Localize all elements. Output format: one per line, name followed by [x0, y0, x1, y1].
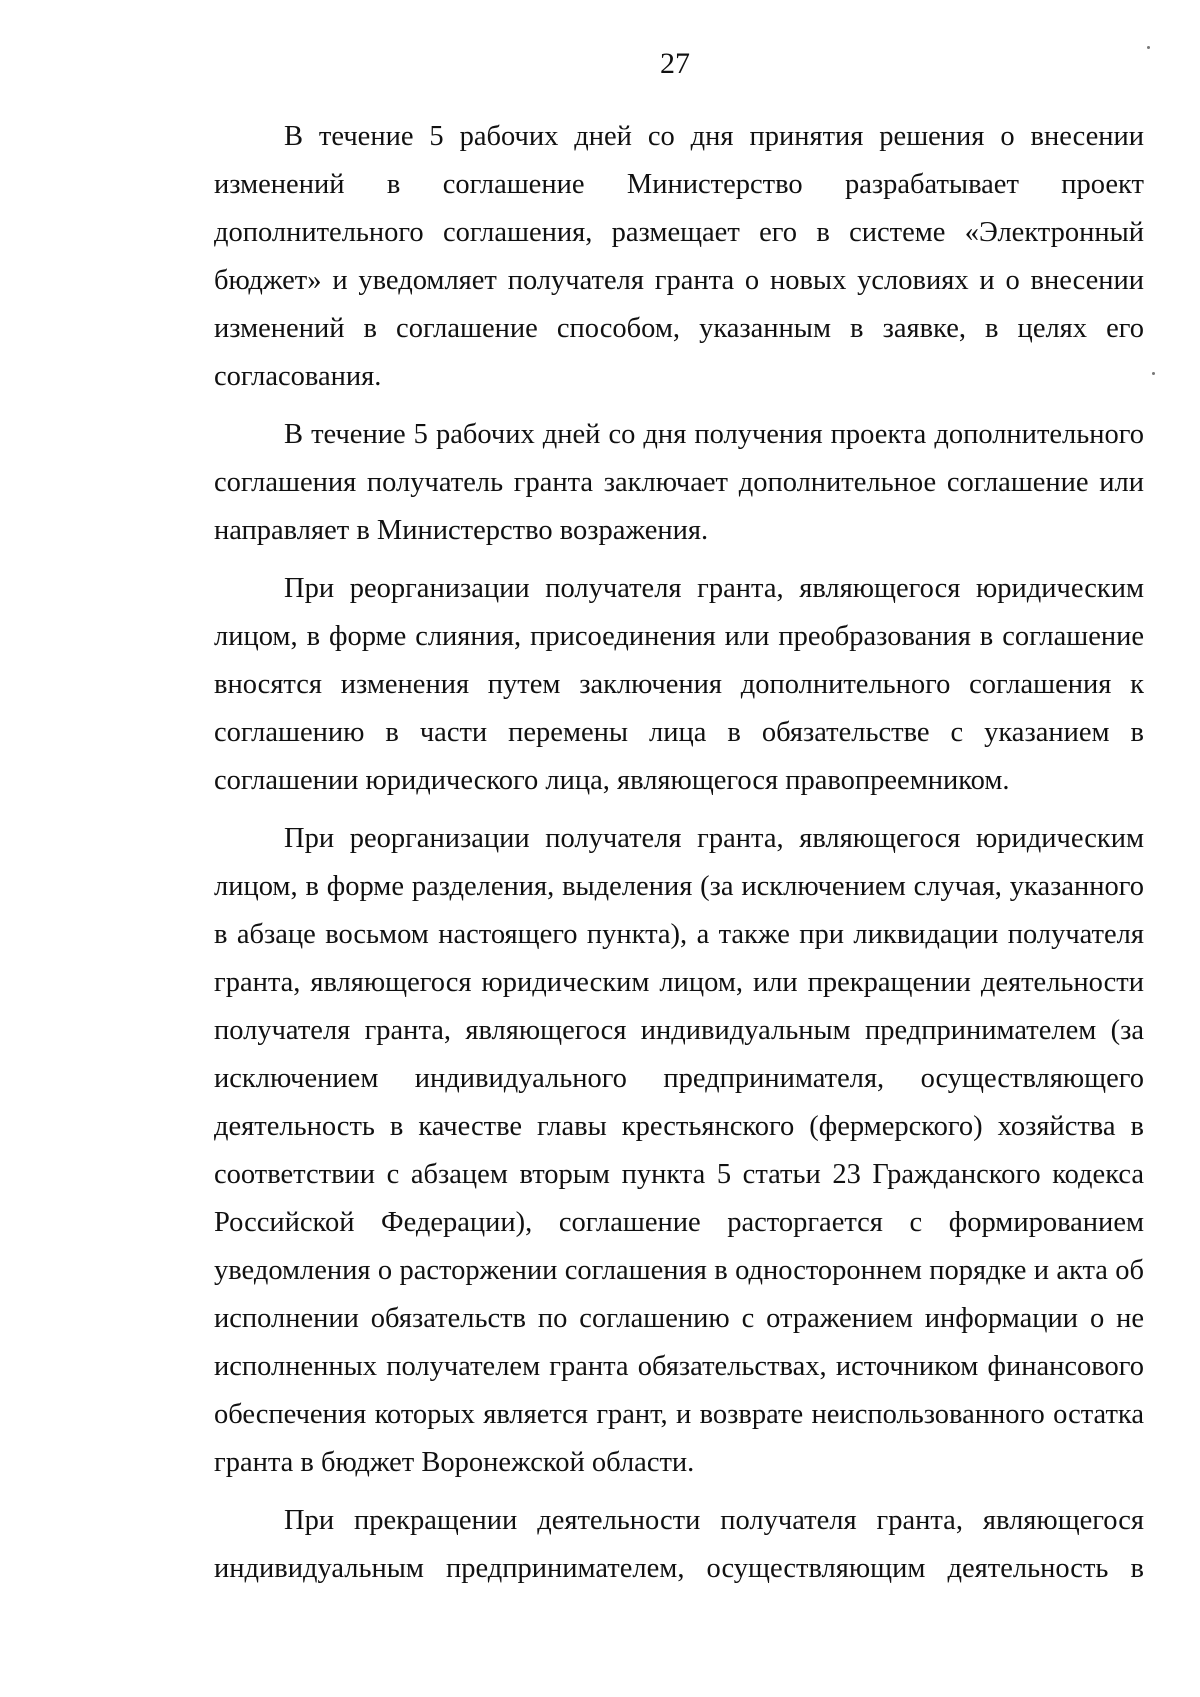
text-line: гранта в бюджет Воронежской области. [214, 1447, 695, 1478]
text-line: соглашению в части перемены лица в обязательстве с указанием в [214, 717, 1144, 748]
text-line: лицом, в форме слияния, присоединения или преобразования в соглашение [214, 621, 1144, 652]
text-line: в абзаце восьмом настоящего пункта), а также при ликвидации получателя [214, 919, 1144, 950]
scan-speck [1152, 372, 1155, 375]
text-line: дополнительного соглашения, размещает его в системе «Электронный [214, 217, 1144, 248]
text-line: гранта, являющегося юридическим лицом, или прекращении деятельности [214, 967, 1144, 998]
text-line: лицом, в форме разделения, выделения (за исключением случая, указанного [214, 871, 1144, 902]
paragraph [214, 815, 1144, 1487]
text-line: В течение 5 рабочих дней со дня получения проекта дополнительного [284, 419, 1144, 450]
scan-speck [1147, 46, 1150, 49]
text-line: получателя гранта, являющегося индивидуальным предпринимателем (за [214, 1015, 1144, 1046]
text-line: бюджет» и уведомляет получателя гранта о новых условиях и о внесении [214, 265, 1144, 296]
text-line: В течение 5 рабочих дней со дня принятия решения о внесении [284, 121, 1144, 152]
text-line: При прекращении деятельности получателя гранта, являющегося [284, 1505, 1144, 1536]
paragraph [214, 565, 1144, 805]
text-line: вносятся изменения путем заключения дополнительного соглашения к [214, 669, 1144, 700]
document-body [214, 113, 1144, 1603]
text-line: исключением индивидуального предпринимателя, осуществляющего [214, 1063, 1144, 1094]
text-line: изменений в соглашение способом, указанным в заявке, в целях его [214, 313, 1144, 344]
text-line: Российской Федерации), соглашение расторгается с формированием [214, 1207, 1144, 1238]
text-line: соответствии с абзацем вторым пункта 5 статьи 23 Гражданского кодекса [214, 1159, 1144, 1190]
text-line: исполнении обязательств по соглашению с отражением информации о не [214, 1303, 1144, 1334]
text-line: направляет в Министерство возражения. [214, 515, 709, 546]
text-line: При реорганизации получателя гранта, являющегося юридическим [284, 573, 1144, 604]
text-line: уведомления о расторжении соглашения в одностороннем порядке и акта об [214, 1255, 1144, 1286]
paragraph [214, 113, 1144, 401]
text-line: соглашении юридического лица, являющегося правопреемником. [214, 765, 1010, 796]
page-number: 27 [660, 47, 690, 80]
paragraph [214, 411, 1144, 555]
text-line: согласования. [214, 361, 382, 392]
text-line: При реорганизации получателя гранта, являющегося юридическим [284, 823, 1144, 854]
paragraph [214, 1497, 1144, 1593]
text-line: изменений в соглашение Министерство разрабатывает проект [214, 169, 1144, 200]
text-line: соглашения получатель гранта заключает дополнительное соглашение или [214, 467, 1144, 498]
text-line: индивидуальным предпринимателем, осуществляющим деятельность в [214, 1553, 1144, 1584]
text-line: исполненных получателем гранта обязательствах, источником финансового [214, 1351, 1144, 1382]
text-line: деятельность в качестве главы крестьянского (фермерского) хозяйства в [214, 1111, 1144, 1142]
text-line: обеспечения которых является грант, и возврате неиспользованного остатка [214, 1399, 1144, 1430]
